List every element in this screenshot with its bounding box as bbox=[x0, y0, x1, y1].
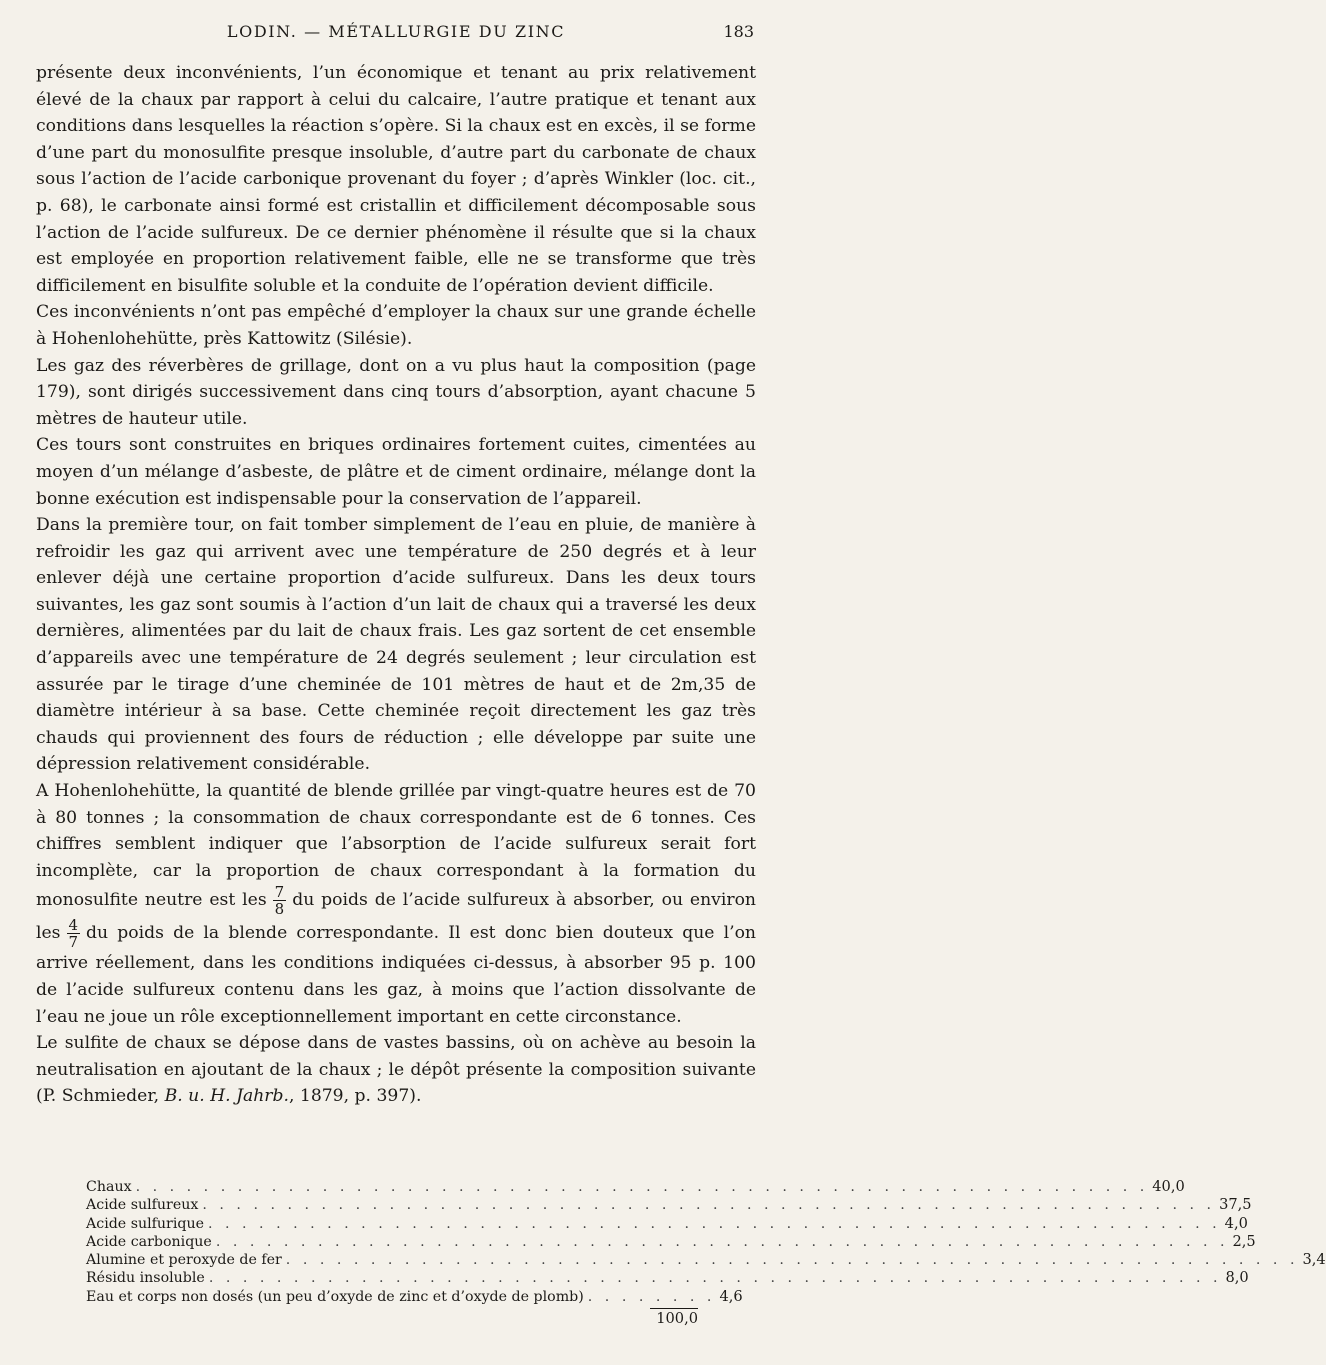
fraction-2-numerator: 4 bbox=[68, 916, 79, 935]
component-label: Résidu insoluble bbox=[86, 1270, 205, 1287]
journal-citation: B. u. H. Jahrb. bbox=[164, 1086, 289, 1107]
paragraph-2: Ces inconvénients n’ont pas empêché d’employer la chaux sur une grande échelle à Hohenlohehütte, près Kattowitz (Silésie). bbox=[36, 302, 756, 349]
paragraph-5: Dans la première tour, on fait tomber simplement de l’eau en pluie, de manière à refroidir les gaz qui arrivent avec une température de 250 degrés et à leur enlever déjà une certaine proportion d’acide sulfureux. Dans les deux tours suivantes, les gaz sont soumis à l’action d’un lait de chaux qui a traversé les deux dernières, alimentées par du lait de chaux frais. Les gaz sortent de cet ensemble d’appareils avec une température de 24 degrés seulement ; leur circulation est assurée par le tirage d’une cheminée de 101 mètres de haut et de 2m,35 de diamètre intérieur à sa base. Cette cheminée reçoit directement les gaz très chauds qui proviennent des fours de réduction ; elle développe par suite une dépression relativement considérable. bbox=[36, 515, 756, 775]
component-label: Acide sulfureux bbox=[86, 1197, 199, 1214]
total-value: 100,0 bbox=[650, 1308, 698, 1327]
table-row bbox=[86, 1251, 1326, 1269]
table-row bbox=[86, 1269, 1249, 1287]
fraction-1-denominator: 8 bbox=[274, 900, 285, 919]
component-label: Alumine et peroxyde de fer bbox=[86, 1252, 282, 1269]
dot-leader: . . . . . . . . . . . . . . . . . . . . . . . . . . . . . . . . . . . . . . . . . . . . . . . . . . . . . . . . . . . . bbox=[215, 1233, 1229, 1250]
component-label: Acide sulfurique bbox=[86, 1215, 204, 1232]
component-value: 37,5 bbox=[1219, 1196, 1252, 1214]
running-head: LODIN. — MÉTALLURGIE DU ZINC bbox=[226, 22, 566, 41]
paragraph-7-part-1: Le sulfite de chaux se dépose dans de vastes bassins, où on achève au besoin la neutralisation en ajoutant de la chaux ; le dépôt présente la composition suivante (P. Schmieder, bbox=[36, 1033, 756, 1107]
component-label: Acide carbonique bbox=[86, 1233, 212, 1250]
dot-leader: . . . . . . . . bbox=[587, 1288, 716, 1305]
table-row bbox=[86, 1232, 1256, 1251]
component-value: 3,4 bbox=[1302, 1251, 1326, 1269]
fraction-1-numerator: 7 bbox=[274, 883, 285, 902]
paragraph-7-part-2: , 1879, p. 397). bbox=[288, 1086, 422, 1107]
dot-leader: . . . . . . . . . . . . . . . . . . . . . . . . . . . . . . . . . . . . . . . . . . . . . . . . . . . . . . . . . . . . bbox=[285, 1252, 1299, 1269]
component-value: 8,0 bbox=[1225, 1269, 1249, 1287]
body-text bbox=[36, 60, 756, 1110]
component-label: Eau et corps non dosés (un peu d’oxyde de zinc et d’oxyde de plomb) bbox=[86, 1288, 584, 1305]
component-label: Chaux bbox=[86, 1179, 132, 1195]
dot-leader: . . . . . . . . . . . . . . . . . . . . . . . . . . . . . . . . . . . . . . . . . . . . . . . . . . . . . . . . . . . . bbox=[208, 1270, 1222, 1287]
paragraph-1: présente deux inconvénients, l’un économique et tenant au prix relativement élevé de la chaux par rapport à celui du calcaire, l’autre pratique et tenant aux conditions dans lesquelles la réaction s’opère. Si la chaux est en excès, il se forme d’une part du monosulfite presque insoluble, d’autre part du carbonate de chaux sous l’action de l’acide carbonique provenant du foyer ; d’après Winkler (loc. cit., p. 68), le carbonate ainsi formé est cristallin et difficilement décomposable sous l’action de l’acide sulfureux. De ce dernier phénomène il résulte que si la chaux est employée en proportion relativement faible, elle ne se transforme que très difficilement en bisulfite soluble et la conduite de l’opération devient difficile. bbox=[36, 63, 756, 296]
table-row bbox=[86, 1214, 1248, 1233]
page-number: 183 bbox=[723, 22, 754, 41]
dot-leader: . . . . . . . . . . . . . . . . . . . . . . . . . . . . . . . . . . . . . . . . . . . . . . . . . . . . . . . . . . . . bbox=[202, 1197, 1216, 1214]
dot-leader: . . . . . . . . . . . . . . . . . . . . . . . . . . . . . . . . . . . . . . . . . . . . . . . . . . . . . . . . . . . . bbox=[135, 1179, 1149, 1195]
component-value: 40,0 bbox=[1152, 1178, 1185, 1195]
composition-total bbox=[86, 1308, 698, 1327]
paragraph-3: Les gaz des réverbères de grillage, dont on a vu plus haut la composition (page 179), sont dirigés successivement dans cinq tours d’absorption, ayant chacune 5 mètres de hauteur utile. bbox=[36, 355, 756, 429]
page-header bbox=[38, 22, 754, 46]
paragraph-6-part-2: du poids de l’acide sulfureux à absorber, ou environ les bbox=[36, 890, 756, 944]
fraction-seven-eighths bbox=[273, 884, 287, 917]
component-value: 4,6 bbox=[719, 1287, 743, 1305]
table-row bbox=[86, 1178, 1185, 1196]
fraction-four-sevenths bbox=[67, 917, 81, 950]
paragraph-7 bbox=[36, 1030, 756, 1110]
composition-table bbox=[86, 1178, 1326, 1328]
table-row bbox=[86, 1196, 1252, 1214]
fraction-2-denominator: 7 bbox=[68, 933, 79, 952]
paragraph-4: Ces tours sont construites en briques ordinaires fortement cuites, cimentées au moyen d’un mélange d’asbeste, de plâtre et de ciment ordinaire, mélange dont la bonne exécution est indispensable pour la conservation de l’appareil. bbox=[36, 435, 756, 509]
component-value: 2,5 bbox=[1232, 1232, 1256, 1250]
paragraph-6-part-1: A Hohenlohehütte, la quantité de blende grillée par vingt-quatre heures est de 70 à 80 tonnes ; la consommation de chaux correspondante est de 6 tonnes. Ces chiffres semblent indiquer que l’absorption de l’acide sulfureux serait fort incomplète, car la proportion de chaux correspondant à la formation du monosulfite neutre est les bbox=[36, 781, 756, 911]
paragraph-6-part-3: du poids de la blende correspondante. Il est donc bien douteux que l’on arrive réellement, dans les conditions indiquées ci-dessus, à absorber 95 p. 100 de l’acide sulfureux contenu dans les gaz, à moins que l’action dissolvante de l’eau ne joue un rôle exceptionnellement important en cette circonstance. bbox=[36, 923, 756, 1027]
dot-leader: . . . . . . . . . . . . . . . . . . . . . . . . . . . . . . . . . . . . . . . . . . . . . . . . . . . . . . . . . . . . bbox=[208, 1215, 1221, 1232]
table-row bbox=[86, 1287, 743, 1306]
component-value: 4,0 bbox=[1224, 1214, 1248, 1232]
paragraph-6 bbox=[36, 778, 756, 1030]
